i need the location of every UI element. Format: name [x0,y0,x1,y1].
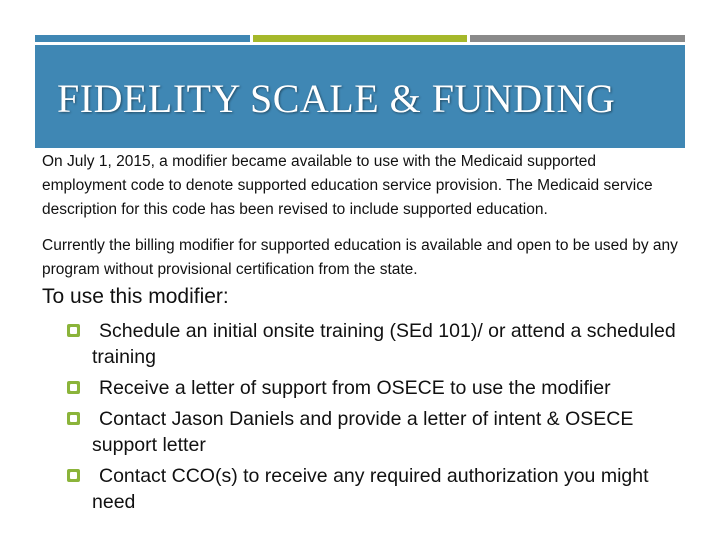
accent-bar-blue [35,35,250,42]
checkbox-bullet-icon [67,412,80,425]
billing-paragraph: Currently the billing modifier for supported education is available and open to be used by any program without provisional certification from the state. [42,237,678,278]
accent-bar-gray [470,35,685,42]
steps-list [92,318,692,520]
intro-paragraph: On July 1, 2015, a modifier became available to use with the Medicaid supported employment code to denote supported education service provision. The Medicaid service description for this code has been revised to include supported education. [42,153,653,218]
list-item-text: Schedule an initial onsite training (SEd 101)/ or attend a scheduled training [92,320,676,368]
list-item-text: Receive a letter of support from OSECE to use the modifier [99,377,611,399]
checkbox-bullet-icon [67,324,80,337]
title-band [35,45,685,148]
accent-bar-green [253,35,467,42]
modifier-subheading: To use this modifier: [42,285,229,308]
slide-title: FIDELITY SCALE & FUNDING [57,76,616,121]
list-item [92,318,692,370]
list-item [92,375,692,401]
checkbox-bullet-icon [67,469,80,482]
list-item-text: Contact CCO(s) to receive any required authorization you might need [92,465,649,513]
list-item [92,463,692,515]
checkbox-bullet-icon [67,381,80,394]
list-item [92,406,692,458]
list-item-text: Contact Jason Daniels and provide a letter of intent & OSECE support letter [92,408,634,456]
